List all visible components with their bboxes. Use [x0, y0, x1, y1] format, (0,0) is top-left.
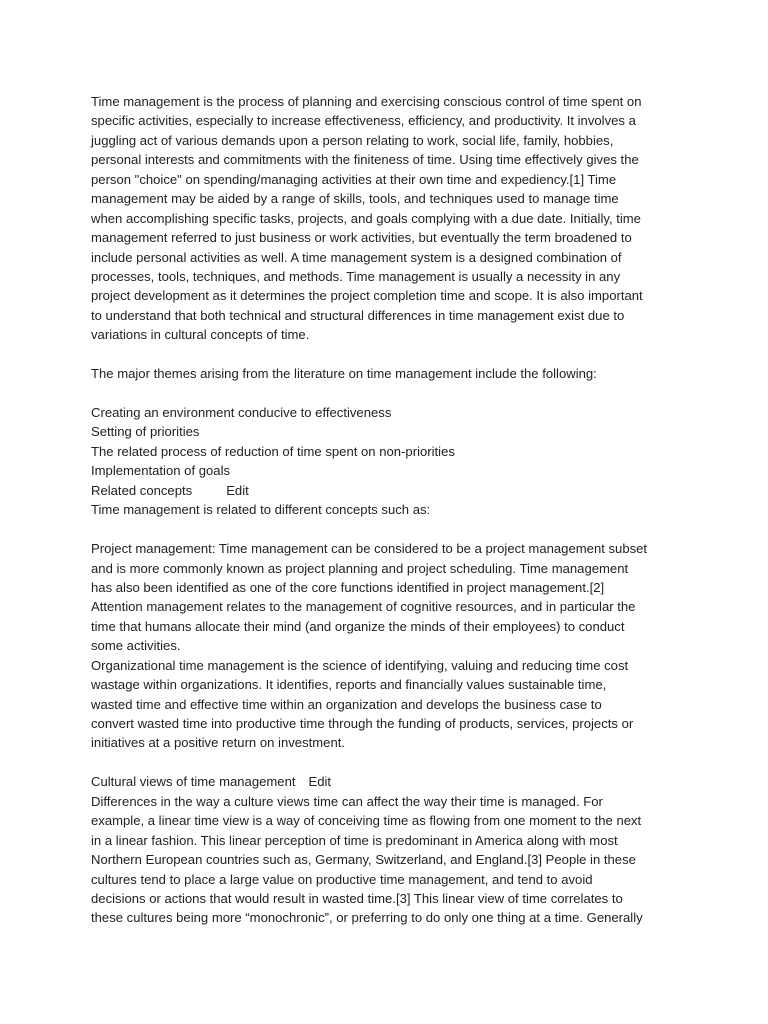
related-concepts-heading-row: [91, 481, 691, 500]
text-line: example, a linear time view is a way of conceiving time as flowing from one moment to the next: [91, 813, 642, 829]
section-heading: Cultural views of time management: [91, 774, 296, 790]
cultural-paragraph: [91, 792, 691, 928]
text-line: juggling act of various demands upon a person relating to work, social life, family, hobbies,: [91, 132, 614, 148]
text-line: Time management is the process of planning and exercising conscious control of time spent on: [91, 94, 642, 109]
text-line: Organizational time management is the science of identifying, valuing and reducing time cost: [91, 657, 629, 673]
paragraph-gap: [91, 345, 691, 364]
text-line: has also been identified as one of the core functions identified in project management.[2]: [91, 579, 605, 595]
paragraph-gap: [91, 753, 691, 772]
text-line: Attention management relates to the management of cognitive resources, and in particular the: [91, 599, 636, 615]
text-line: these cultures being more “monochronic”, or preferring to do only one thing at a time. Generally: [91, 910, 643, 926]
text-line: Project management: Time management can be considered to be a project management subset: [91, 541, 648, 557]
intro-paragraph: [91, 92, 691, 345]
list-item: Creating an environment conducive to effectiveness: [91, 405, 392, 420]
text-line: decisions or actions that would result in wasted time.[3] This linear view of time correlates to: [91, 890, 623, 906]
text-line: time that humans allocate their mind (and organize the minds of their employees) to conduct: [91, 618, 625, 634]
related-intro: Time management is related to different concepts such as:: [91, 502, 431, 518]
text-line: management referred to just business or work activities, but eventually the term broadened to: [91, 230, 632, 246]
themes-list: [91, 403, 691, 481]
text-line: Northern European countries such as, Germany, Switzerland, and England.[3] People in these: [91, 852, 636, 868]
text-line: wastage within organizations. It identifies, reports and financially values sustainable time,: [91, 677, 607, 693]
text-line: convert wasted time into productive time through the funding of products, services, projects or: [91, 716, 634, 731]
list-item: Implementation of goals: [91, 463, 231, 479]
text-line: some activities.: [91, 638, 181, 654]
concepts-paragraph: [91, 539, 691, 753]
text-line: in a linear fashion. This linear perception of time is predominant in America along with most: [91, 832, 618, 848]
text-line: specific activities, especially to increase effectiveness, efficiency, and productivity. It involves a: [91, 113, 636, 129]
text-line: project development as it determines the project completion time and scope. It is also important: [91, 288, 643, 304]
cultural-views-heading-row: [91, 772, 691, 791]
edit-link[interactable]: Edit: [308, 774, 332, 790]
text-line: initiatives at a positive return on investment.: [91, 735, 345, 751]
section-heading: Related concepts: [91, 482, 193, 498]
text-line: wasted time and effective time within an organization and develops the business case to: [91, 696, 602, 712]
text-line: variations in cultural concepts of time.: [91, 327, 310, 343]
text-line: include personal activities as well. A time management system is a designed combination of: [91, 249, 622, 265]
paragraph-gap: [91, 520, 691, 539]
text-line: cultures tend to place a large value on productive time management, and tend to avoid: [91, 871, 593, 887]
list-item: Setting of priorities: [91, 424, 200, 440]
text-line: Differences in the way a culture views time can affect the way their time is managed. For: [91, 793, 603, 809]
edit-link[interactable]: Edit: [226, 482, 249, 498]
text-line: person "choice" on spending/managing activities at their own time and expediency.[1] Time: [91, 171, 617, 187]
list-item: The related process of reduction of time spent on non-priorities: [91, 443, 455, 459]
paragraph-gap: [91, 384, 691, 403]
text-line: to understand that both technical and structural differences in time management exist due to: [91, 307, 625, 323]
document-page: [91, 92, 691, 928]
text-line: personal interests and commitments with the finiteness of time. Using time effectively gives the: [91, 152, 639, 168]
text-line: processes, tools, techniques, and methods. Time management is usually a necessity in any: [91, 268, 621, 284]
text-line: and is more commonly known as project planning and project scheduling. Time management: [91, 560, 629, 576]
themes-intro: The major themes arising from the literature on time management include the following:: [91, 366, 597, 382]
text-line: when accomplishing specific tasks, projects, and goals complying with a due date. Initially, time: [91, 210, 641, 226]
text-line: management may be aided by a range of skills, tools, and techniques used to manage time: [91, 191, 619, 207]
